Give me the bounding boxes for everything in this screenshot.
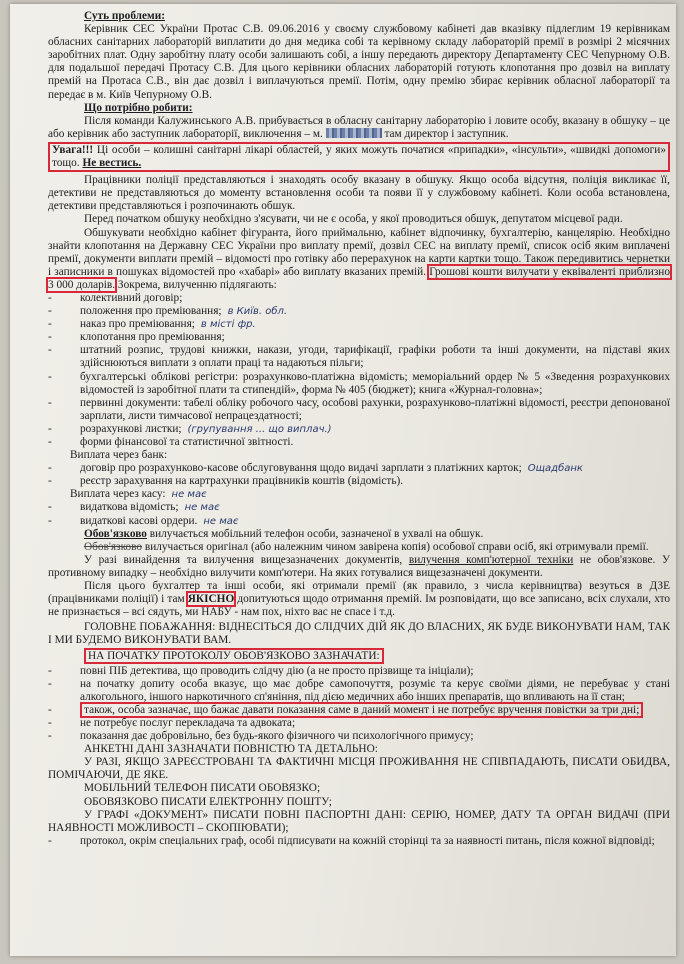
- todo-p4-end: Зокрема, вилученню підлягають:: [117, 278, 277, 291]
- computer-text-underlined: вилучення комп'ютерної техніки: [408, 553, 574, 566]
- interrogation-end: допитуються щодо отримання премій. Ім розповідати, що все записано, всіх слухали, хто не признається – всі сядуть, ми НАБУ - нам пох, ніхто вас не спасе і т.д.: [48, 593, 671, 619]
- todo-paragraph-1: [48, 115, 670, 141]
- final-list: [48, 835, 670, 848]
- list-item: - на початку допиту особа вказує, що має добре самопочуття, розуміє та керує своїми діями, не перебуває у стані алкогольного, іншого наркотичного сп'яніння, під дією медичних або інших препаратів, що впливають на її стан;: [48, 678, 670, 704]
- mandatory-label: Обов'язково: [84, 527, 147, 540]
- todo-p1-start: Після команди Калужинського А.В. прибувається в обласну санітарну лабораторію і ловите особу, вказану в обшуку – це або керівник або заступник лабораторії, виключення – м.: [48, 114, 670, 140]
- redacted-city: [326, 128, 382, 138]
- final-caps-1: АНКЕТНІ ДАНІ ЗАЗНАЧАТИ ПОВНІСТЮ ТА ДЕТАЛЬНО:: [84, 743, 378, 756]
- list-item-text: первинні документи: табелі обліку робочого часу, особові рахунки, розрахунково-платіжні відомості, реєстри депонованої зарплати, листи тимчасової непрацездатності;: [80, 396, 670, 422]
- list-item-text: видаткова відомість;: [80, 501, 179, 514]
- interrogation-start: Після цього бухгалтер та інші особи, які отримали премії (як правило, з числа керівництва) везуться в ДЗЕ (працівниками поліції) і там: [48, 580, 670, 606]
- handwritten-note: в місті фр.: [200, 319, 256, 331]
- list-item-text: видаткові касові ордери.: [80, 514, 198, 527]
- list-item: [48, 501, 670, 514]
- interrogation-emphasis: ЯКІСНО: [187, 593, 235, 606]
- bank-list: [48, 462, 670, 488]
- mandatory-label: Обов'язково: [84, 540, 143, 553]
- list-item-text: клопотання про преміювання;: [80, 331, 225, 344]
- protocol-heading-text: НА ПОЧАТКУ ПРОТОКОЛУ ОБОВ'ЯЗКОВО ЗАЗНАЧАТИ:: [84, 648, 384, 664]
- list-item: [48, 515, 670, 528]
- list-item: [48, 371, 670, 397]
- problem-heading: Суть проблеми:: [84, 10, 165, 22]
- computer-text-end: не обов'язкове. У противному випадку – необхідно вилучити комп'ютери. На яких готувалися вищезазначені документи.: [48, 553, 670, 579]
- protocol-list: [48, 665, 670, 744]
- cash-title: [48, 488, 670, 501]
- list-item-text: положення про преміювання;: [80, 305, 222, 318]
- list-item: [48, 436, 670, 449]
- handwritten-note: Ощадбанк: [527, 463, 583, 475]
- document-page: [10, 4, 676, 956]
- handwritten-note: в Київ. обл.: [227, 306, 288, 318]
- warning-label: Увага!!!: [52, 143, 94, 156]
- list-item-text: наказ про преміювання;: [80, 318, 195, 331]
- todo-paragraph-2: Працівники поліції представляються і знаходять особу вказану в обшуку. Якщо особа відсутня, поліція викликає її, детективи не представляються до моменту встановлення особи та появи її у службовому кабінеті. Коли особа встановлена, детективи представляються і розпочинають обшук.: [48, 174, 670, 213]
- list-item: [48, 704, 670, 717]
- cash-list: [48, 501, 670, 527]
- main-wish: ГОЛОВНЕ ПОБАЖАННЯ: ВІДНЕСІТЬСЯ ДО СЛІДЧИХ ДІЙ ЯК ДО ВЛАСНИХ, ЯК БУДЕ ВИКОНУВАТИ НАМ, ТАК І МИ БУДЕМО ВИКОНУВАТИ ВАМ.: [48, 621, 670, 647]
- computer-seizure-paragraph: [48, 554, 670, 580]
- list-item-text: штатний розпис, трудові книжки, накази, угоди, тарифікації, графіки роботи та інші документи, на підставі яких здійснюються виплати з оплати праці та надаються пільги;: [80, 344, 670, 370]
- seizure-list: [48, 292, 670, 449]
- mandatory-text: вилучається мобільний телефон особи, зазначеної в ухвалі на обшук.: [149, 527, 484, 540]
- handwritten-note: не має: [171, 489, 207, 501]
- list-item: [48, 331, 670, 344]
- list-item: - повні ПІБ детектива, що проводить слідчу дію (а не просто прізвище та ініціали);: [48, 665, 670, 678]
- todo-p4-cash: Грошові кошти вилучати у еквіваленті приблизно 3 000 доларів.: [48, 265, 671, 291]
- document-body: [48, 10, 670, 848]
- interrogation-paragraph: [48, 580, 670, 619]
- list-item-text: форми фінансової та статистичної звітності.: [80, 436, 294, 448]
- final-caps-4: ОБОВЯЗКОВО ПИСАТИ ЕЛЕКТРОННУ ПОШТУ;: [84, 795, 332, 808]
- todo-paragraph-3: Перед початком обшуку необхідно з'ясувати, чи не є особа, у якої проводиться обшук, депутатом місцевої ради.: [84, 213, 623, 226]
- cash-title-text: Виплата через касу:: [70, 488, 166, 501]
- todo-heading: Що потрібно робити:: [84, 101, 193, 114]
- list-item: [48, 462, 670, 475]
- warning-tail: Не вестись.: [82, 157, 142, 170]
- list-item: [48, 344, 670, 370]
- list-item: - протокол, окрім спеціальних граф, особі підписувати на кожній сторінці та за наявності питань, після кожної відповіді;: [48, 835, 670, 848]
- list-item: [48, 475, 670, 488]
- list-item-text: договір про розрахунково-касове обслуговування щодо видачі зарплати з платіжних карток;: [80, 462, 522, 475]
- list-item-text: розрахункові листки;: [80, 422, 182, 435]
- list-item-text: також, особа зазначає, що бажає давати показання саме в даний момент і не потребує вручення повістки за три дні;: [80, 702, 643, 718]
- handwritten-note: (групування ... що виплач.): [187, 423, 332, 435]
- list-item: [48, 397, 670, 423]
- problem-paragraph: Керівник СЕС України Протас С.В. 09.06.2016 у своєму службовому кабінеті дав вказівку підлеглим 19 керівникам обласних санітарних лабораторій виплатити до дня медика собі та керівному складу лабораторій премії в розмірі 2 місячних заробітних плат. Одну заробітну плату особи залишають собі, а іншу передають директору Департаменту СЕС Чепурному О.В. для подальшої передачі Протасу С.В. Для цього керівники обласних лабораторій готують клопотання про дозвіл на виплату премій на Протаса С.В., він дає дозвіл і виплачуються премії. Потім, одну премію збирає керівник обласної лабораторії та передає в м. Київ Чепурному О.В.: [48, 23, 670, 101]
- list-item: - не потребує послуг перекладача та адвоката;: [48, 717, 670, 730]
- handwritten-note: не має: [184, 502, 220, 514]
- mandatory-personnel-file: [48, 541, 670, 554]
- list-item: [48, 318, 670, 331]
- todo-paragraph-4: [48, 227, 670, 292]
- list-item-text: колективний договір;: [80, 291, 183, 304]
- bank-title: Виплата через банк:: [70, 449, 168, 462]
- list-item-text: бухгалтерські облікові регістри: розрахунково-платіжна відомість; меморіальний ордер № 5 «Зведення розрахункових відомостей із заробітної плати та стипендій», форма № 405 (бюджет); книга «Журнал-головна»;: [80, 370, 670, 396]
- list-item: [48, 292, 670, 305]
- todo-p1-end: там директор і заступник.: [384, 127, 509, 140]
- todo-p4-start: Обшукувати необхідно кабінет фігуранта, його приймальню, кабінет відпочинку, бухгалтерію, канцелярію. Необхідно знайти клопотання на Державну СЕС України про виплату премії, дозвіл СЕС на виплату премії, список осіб яким виплачені премії, документи виплати премій – відомості про готівку або перерахунок на карти картки тощо. Також передивитись чернетки і записники в пошуках відомостей про «хабарі» або виплату вказаних премій.: [48, 226, 670, 278]
- final-caps-5: У ГРАФІ «ДОКУМЕНТ» ПИСАТИ ПОВНІ ПАСПОРТНІ ДАНІ: СЕРІЮ, НОМЕР, ДАТУ ТА ОРГАН ВИДАЧІ (ПРИ НАЯВНОСТІ МОЖЛИВОСТІ – СКОПІЮВАТИ);: [48, 808, 670, 834]
- list-item: - показання дає добровільно, без будь-якого фізичного чи психологічного примусу;: [48, 730, 670, 743]
- handwritten-note: не має: [203, 515, 239, 527]
- computer-text-start: У разі винайдення та вилучення вищезазначених документів,: [84, 553, 403, 566]
- warning-text: Ці особи – колишні санітарні лікарі областей, у яких можуть початися «припадки», «інсульти», «швидкі допомоги» тощо.: [52, 143, 666, 170]
- warning-box: [48, 142, 670, 172]
- mandatory-phone: [48, 528, 670, 541]
- final-caps-2: У РАЗІ, ЯКЩО ЗАРЕЄСТРОВАНІ ТА ФАКТИЧНІ МІСЦЯ ПРОЖИВАННЯ НЕ СПІВПАДАЮТЬ, ПИСАТИ ОБИДВА, ПОМІЧАЮЧИ, ДЕ ЯКЕ.: [48, 756, 670, 782]
- mandatory-text: вилучається оригінал (або належним чином завірена копія) особової справи осіб, які отримували премії.: [144, 540, 649, 553]
- list-item: [48, 423, 670, 436]
- list-item-text: реєстр зарахування на картрахунки працівників коштів (відомість).: [80, 475, 404, 488]
- list-item: [48, 305, 670, 318]
- final-caps-3: МОБІЛЬНИЙ ТЕЛЕФОН ПИСАТИ ОБОВЯЗКО;: [84, 782, 321, 795]
- protocol-heading: [48, 650, 670, 663]
